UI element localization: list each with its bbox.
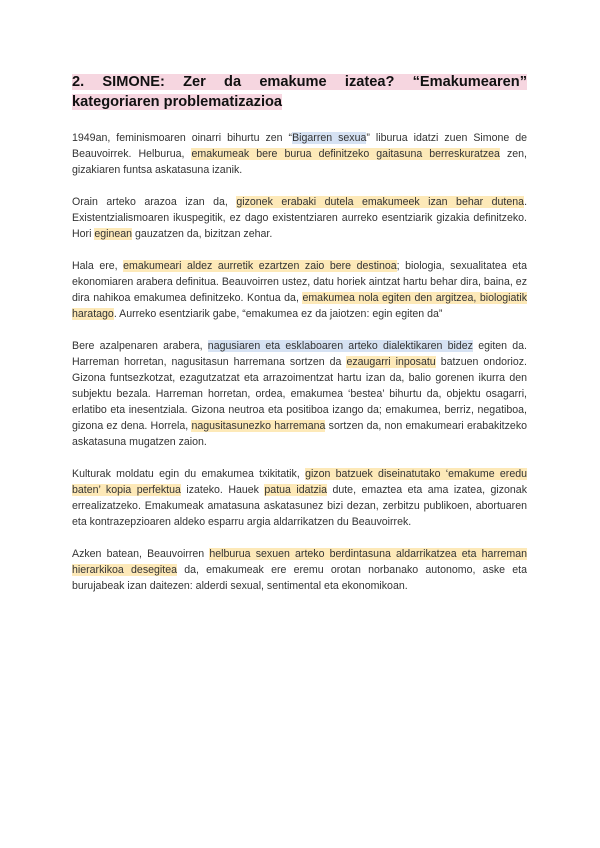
text-segment: ” liburua idatzi zuen Simone de Beauvoirrek. Helburua, (72, 132, 527, 160)
text-segment: gauzatzen da, bizitzan zehar. (132, 228, 273, 240)
text-segment: dute, emaztea eta ama izatea, gizonak errealizatzeko. Emakumeak amatasuna askatasunez bizi dezan, zerbitzu publikoen, abortuaren eta kontrazepzioaren aldeko esparru argia aldarrikatzen du Beauvoirrek. (72, 484, 528, 528)
highlighted-text: eginean (94, 228, 133, 240)
section-heading (72, 72, 527, 112)
text-segment: batzuen ondorioz. Gizona funtsezkotzat, ezagutzatzat eta arrazoimentzat hartu izan da, balio gorenen ikurra den subjektu bezala. Harreman horretan, ordea, emakumea ‘bestea’ bihurtu da, objektu osagarri, erlatibo eta inesentziala. Gizona neutroa eta positiboa izango da; emakumea, berriz, negatiboa, gizona ez dena. Horrela, (72, 356, 527, 432)
text-segment: zen, gizakiaren funtsa askatasuna izanik. (72, 148, 528, 176)
highlighted-text: gizon batzuek diseinatutako ‘emakume eredu baten’ kopia perfektua (72, 468, 527, 496)
text-segment: Bere azalpenaren arabera, (72, 340, 208, 352)
highlighted-text: emakumea nola egiten den argitzea, biologiatik haratago (72, 292, 528, 320)
text-segment: 1949an, feminismoaren oinarri bihurtu zen “ (72, 132, 293, 144)
section-heading-text: 2. SIMONE: Zer da emakume izatea? “Emakumearen” kategoriaren problematizazioa (72, 74, 527, 110)
highlighted-text: ezaugarri inposatu (346, 356, 436, 368)
highlighted-text: patua idatzia (264, 484, 327, 496)
paragraph (72, 546, 527, 594)
text-segment: Kulturak moldatu egin du emakumea txikitatik, (72, 468, 306, 480)
text-segment: . Existentzialismoaren ikuspegitik, ez dago existentziaren aurreko esentziarik gizakia definitzeko. Hori (72, 196, 528, 240)
highlighted-text: helburua sexuen arteko berdintasuna aldarrikatzea eta harreman hierarkikoa desegitea (72, 548, 527, 576)
paragraph-list (72, 130, 527, 594)
paragraph (72, 130, 527, 178)
highlighted-term: nagusiaren eta esklaboaren arteko dialektikaren bidez (207, 340, 473, 352)
text-segment: da, emakumeak ere eremu orotan norbanako autonomo, aske eta burujabeak izan daitezen: alderdi sexual, sentimental eta ekonomikoan. (72, 564, 528, 592)
paragraph (72, 258, 527, 322)
text-segment: izateko. Hauek (180, 484, 265, 496)
text-segment: ; biologia, sexualitatea eta ekonomiaren arabera definitua. Beauvoirren ustez, datu horiek aintzat hartu behar dira, baina, ez dira nahikoa emakumea definitzeko. Kontua da, (72, 260, 527, 304)
text-segment: . Aurreko esentziarik gabe, “emakumea ez da jaiotzen: egin egiten da” (113, 308, 443, 320)
paragraph (72, 194, 527, 242)
text-segment: Orain arteko arazoa izan da, (72, 196, 237, 208)
paragraph (72, 338, 527, 450)
highlighted-term: Bigarren sexua (292, 132, 367, 144)
highlighted-text: gizonek erabaki dutela emakumeek izan behar dutena (236, 196, 525, 208)
highlighted-text: emakumeak bere burua definitzeko gaitasuna berreskuratzea (191, 148, 500, 160)
paragraph (72, 466, 527, 530)
highlighted-text: emakumeari aldez aurretik ezartzen zaio bere destinoa (123, 260, 397, 272)
text-segment: Hala ere, (72, 260, 124, 272)
text-segment: sortzen da, non emakumeari erabakitzeko askatasuna mugatzen zaion. (72, 420, 528, 448)
text-segment: egiten da. Harreman horretan, nagusitasun harremana sortzen da (72, 340, 528, 368)
document-page (72, 72, 527, 610)
highlighted-text: nagusitasunezko harremana (191, 420, 326, 432)
text-segment: Azken batean, Beauvoirren (72, 548, 210, 560)
